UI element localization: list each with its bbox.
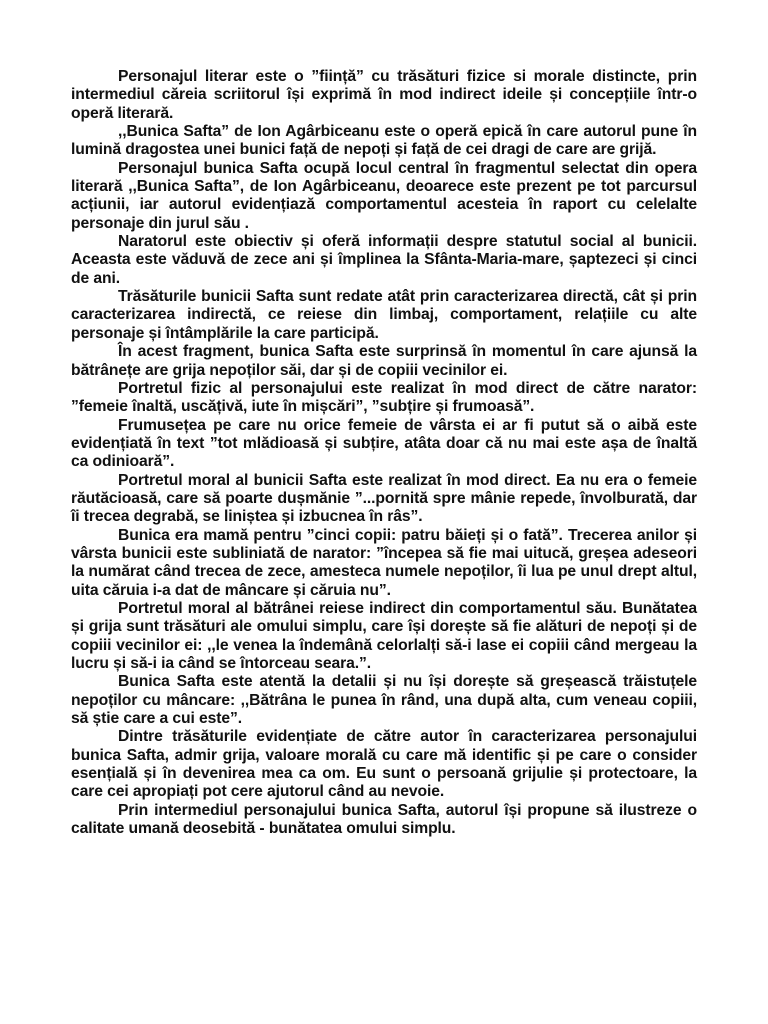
paragraph-fragment: În acest fragment, bunica Safta este surprinsă în momentul în care ajunsă la bătrânețe are grija nepoților săi, dar și de copiii vecinilor ei. — [71, 343, 697, 379]
paragraph-indirect-moral: Portretul moral al bătrânei reiese indirect din comportamentul său. Bunătatea și grija sunt trăsături ale omului simplu, care își dorește să fie alături de nepoți și de copiii vecinilor ei: ,,le venea la îndemână celorlalți să-i lase ei copiii când mergeau la lucru și să-i ia când se întorceau seara.”. — [71, 599, 697, 672]
paragraph-beauty: Frumusețea pe care nu orice femeie de vârsta ei ar fi putut să o aibă este evidențiată în text ”tot mlădioasă și subțire, atâta doar că nu mai este așa de înaltă ca odinioară”. — [71, 416, 697, 471]
paragraph-characterization: Trăsăturile bunicii Safta sunt redate atât prin caracterizarea directă, cât și prin caracterizarea indirectă, ce reiese din limbaj, comportament, relațiile cu alte personaje și întâmplările la care participă. — [71, 288, 697, 342]
paragraph-physical-portrait: Portretul fizic al personajului este realizat în mod direct de către narator: ”femeie înaltă, uscățivă, iute în mișcări”, ”subțire și frumoasă”. — [71, 379, 697, 416]
paragraph-mother: Bunica era mamă pentru ”cinci copii: patru băieți și o fată”. Trecerea anilor și vârsta bunicii este subliniată de narator: ”începea să fie mai uitucă, greșea adeseori la numărat când trecea de zece, amesteca numele nepoților, îi lua pe unul drept altul, uita căruia i-a dat de mâncare și căruia nu”. — [71, 526, 697, 599]
paragraph-conclusion: Prin intermediul personajului bunica Safta, autorul își propune să ilustreze o calitate umană deosebită - bunătatea omului simplu. — [71, 801, 697, 838]
paragraph-moral-portrait: Portretul moral al bunicii Safta este realizat în mod direct. Ea nu era o femeie răutăcioasă, care să poarte dușmănie ”...pornită spre mânie repede, învolburată, dar îi trecea degrabă, se liniștea și izbucnea în râs”. — [71, 471, 697, 526]
paragraph-narrator: Naratorul este obiectiv și oferă informații despre statutul social al bunicii. Aceasta este văduvă de zece ani și împlinea la Sfânta-Maria-mare, șaptezeci și cinci de ani. — [71, 233, 697, 287]
document-body — [71, 68, 697, 838]
paragraph-intro: ,,Bunica Safta” de Ion Agârbiceanu este o operă epică în care autorul pune în lumină dragostea unei bunici față de nepoți și față de cei dragi de care are grijă. — [71, 123, 697, 159]
paragraph-attention: Bunica Safta este atentă la detalii și nu își dorește să greșească trăistuțele nepoților cu mâncare: ,,Bătrâna le punea în rând, una după alta, cum veneau copiii, să știe care a cui este”. — [71, 673, 697, 728]
paragraph-central-role: Personajul bunica Safta ocupă locul central în fragmentul selectat din opera literară ,,Bunica Safta”, de Ion Agârbiceanu, deoarece este prezent pe tot parcursul acțiunii, iar autorul evidențiază comportamentul acesteia în raport cu celelalte personaje din jurul său . — [71, 159, 697, 232]
paragraph-definition: Personajul literar este o ”ființă” cu trăsături fizice si morale distincte, prin intermediul căreia scriitorul își exprimă în mod indirect ideile și concepțiile într-o operă literară. — [71, 68, 697, 122]
paragraph-opinion: Dintre trăsăturile evidențiate de către autor în caracterizarea personajului bunica Safta, admir grija, valoare morală cu care mă identific și pe care o consider esențială și în devenirea mea ca om. Eu sunt o persoană grijulie și protectoare, la care cei apropiați pot cere ajutorul când au nevoie. — [71, 728, 697, 801]
